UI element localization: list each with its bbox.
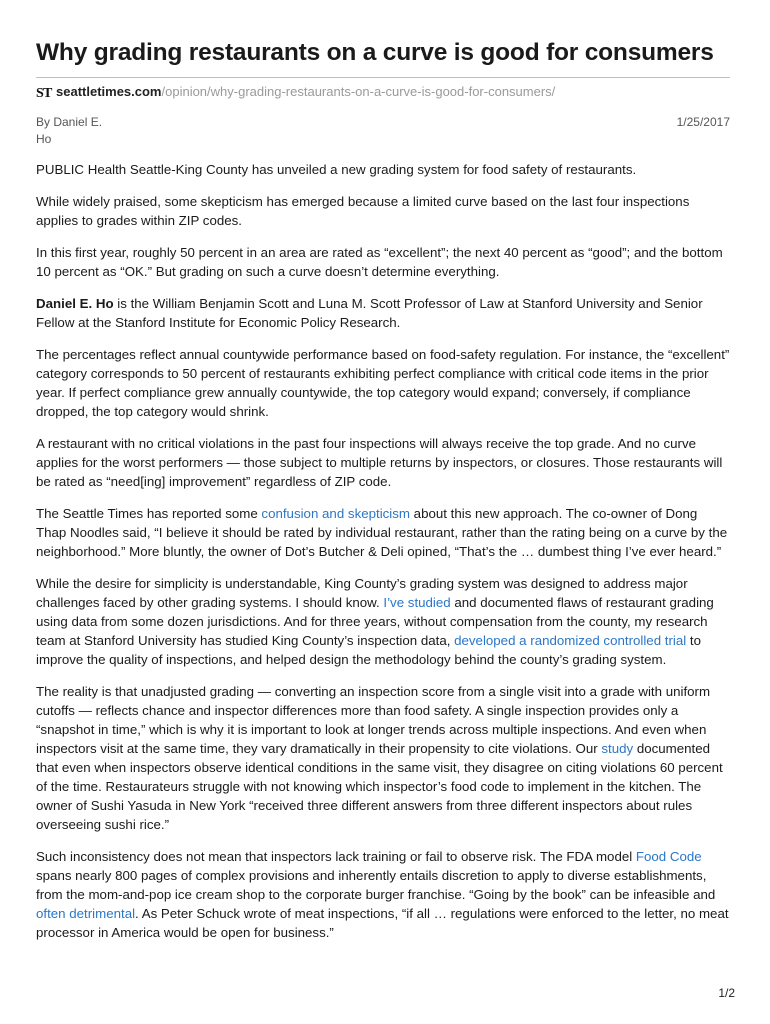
- paragraph: While widely praised, some skepticism has emerged because a limited curve based on the last four inspections applies to grades within ZIP codes.: [36, 194, 690, 228]
- paragraph: PUBLIC Health Seattle-King County has unveiled a new grading system for food safety of restaurants.: [36, 162, 637, 177]
- ive-studied-link[interactable]: I’ve studied: [383, 595, 451, 610]
- publish-date: 1/25/2017: [676, 115, 730, 129]
- page-number: 1/2: [718, 986, 735, 1000]
- byline: By Daniel E. Ho: [36, 115, 103, 146]
- paragraph: [36, 294, 730, 332]
- article-meta: [36, 114, 730, 148]
- paragraph: [36, 574, 730, 669]
- paragraph: [36, 504, 730, 561]
- source-path: /opinion/why-grading-restaurants-on-a-curve-is-good-for-consumers/: [161, 84, 556, 99]
- food-code-link[interactable]: Food Code: [635, 849, 702, 864]
- paragraph: The percentages reflect annual countywide performance based on food-safety regulation. For instance, the “excellent” category corresponds to 50 percent of restaurants exhibiting perfect compliance with critical code items in the prior year. If perfect compliance grew annually countywide, the top category would expand; conversely, if compliance dropped, the top category would shrink.: [36, 347, 730, 419]
- svg-text:T: T: [43, 86, 53, 99]
- source-line: [36, 83, 730, 101]
- text-run: Such inconsistency does not mean that inspectors lack training or fail to observe risk. The FDA model: [36, 849, 636, 864]
- text-run: to improve the quality of inspections, and helped design the methodology behind the county’s grading system.: [36, 633, 702, 667]
- article-title: Why grading restaurants on a curve is good for consumers: [36, 39, 714, 66]
- author-bio: is the William Benjamin Scott and Luna M. Scott Professor of Law at Stanford University and Senior Fellow at the Stanford Institute for Economic Policy Research.: [36, 296, 703, 330]
- text-run: The Seattle Times has reported some: [36, 506, 262, 521]
- text-run: and documented flaws of restaurant grading using data from some dozen jurisdictions. And for three years, without compensation from the county, my research team at Stanford University has studied King County’s inspection data,: [36, 595, 714, 648]
- paragraph: [36, 847, 730, 942]
- text-run: The reality is that unadjusted grading — converting an inspection score from a single visit into a grade with uniform cutoffs — reflects chance and inspector differences more than food safety. A single inspection provides only a “snapshot in time,” which is why it is important to look at longer trends across multiple inspections. And even when inspectors visit at the same time, they vary dramatically in their propensity to cite violations. Our: [36, 684, 711, 756]
- text-run: While the desire for simplicity is understandable, King County’s grading system was designed to address major challenges faced by other grading systems. I should know.: [36, 576, 688, 610]
- article-body: [36, 160, 730, 942]
- text-run: spans nearly 800 pages of complex provisions and inherently entails discretion to apply to diverse establishments, from the mom-and-pop ice cream shop to the corporate burger franchise. “Going by the book” can be infeasible and: [36, 868, 716, 902]
- paragraph: In this first year, roughly 50 percent in an area are rated as “excellent”; the next 40 percent as “good”; and the bottom 10 percent as “OK.” But grading on such a curve doesn’t determine everything.: [36, 245, 723, 279]
- text-run: documented that even when inspectors observe identical conditions in the same visit, they disagree on citing violations 60 percent of the time. Restaurateurs struggle with not knowing which inspector’s food code to implement in the kitchen. The owner of Sushi Yasuda in New York “received three different answers from three different inspectors about rules overseeing sushi rice.”: [36, 741, 723, 832]
- svg-text:S: S: [36, 86, 44, 99]
- confusion-link[interactable]: confusion and skepticism: [261, 506, 410, 521]
- source-link[interactable]: [56, 83, 555, 101]
- text-run: . As Peter Schuck wrote of meat inspections, “if all … regulations were enforced to the letter, no meat processor in America would be open for business.”: [36, 906, 729, 940]
- study-link[interactable]: study: [601, 741, 634, 756]
- source-domain: seattletimes.com: [56, 84, 162, 99]
- document-page: [36, 38, 730, 955]
- paragraph: A restaurant with no critical violations in the past four inspections will always receive the top grade. And no curve applies for the worst performers — those subject to multiple returns by inspectors, or closures. Those restaurants will be rated as “need[ing] improvement” regardless of ZIP code.: [36, 436, 723, 489]
- text-run: about this new approach. The co-owner of Dong Thap Noodles said, “I believe it should be rated by individual restaurant, rather than the rating being on a curve by the neighborhood.” More bluntly, the owner of Dot’s Butcher & Deli opined, “That’s the … dumbest thing I’ve ever heard.”: [36, 506, 728, 559]
- title-divider: [36, 77, 730, 78]
- randomized-trial-link[interactable]: developed a randomized controlled trial: [454, 633, 687, 648]
- often-detrimental-link[interactable]: often detrimental: [36, 906, 136, 921]
- seattle-times-logo-icon: [36, 85, 53, 99]
- paragraph: [36, 682, 730, 834]
- author-name: Daniel E. Ho: [36, 296, 114, 311]
